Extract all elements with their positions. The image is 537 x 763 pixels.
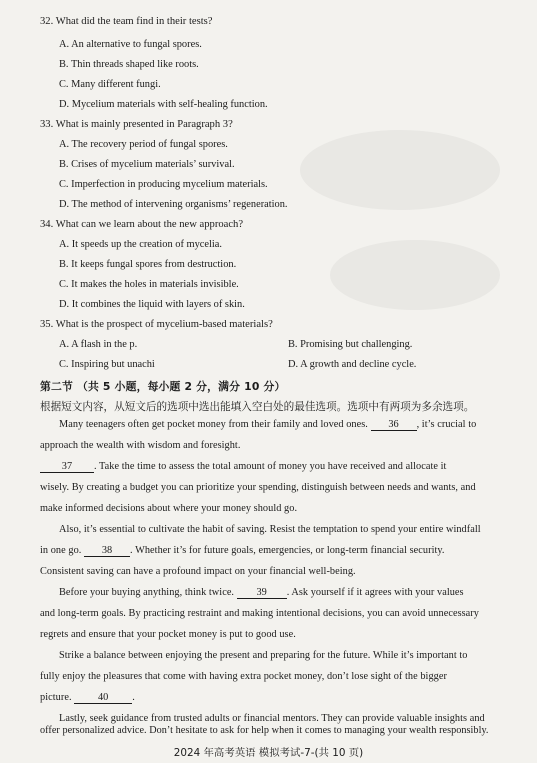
question-32-option-c: C. Many different fungi. [59,79,161,90]
passage-text: in one go. [40,545,82,556]
passage-text: . Whether it’s for future goals, emergencies, or long-term financial security. [130,545,445,556]
blank-38[interactable]: 38 [84,545,130,557]
question-35-option-b: B. Promising but challenging. [288,339,413,350]
passage-text: . [132,692,135,703]
question-33-option-c: C. Imperfection in producing mycelium materials. [59,179,268,190]
question-35-option-a: A. A flash in the p. [59,339,138,350]
passage-line: offer personalized advice. Don’t hesitate to ask for help when it comes to managing your wealth responsibly. [40,725,489,736]
passage-line [40,461,446,473]
passage-line: regrets and ensure that your pocket money is put to good use. [40,629,296,640]
passage-line: Strike a balance between enjoying the present and preparing for the future. While it’s important to [59,650,468,661]
question-32-option-d: D. Mycelium materials with self-healing function. [59,99,268,110]
passage-text: . Ask yourself if it agrees with your values [286,587,464,598]
blank-36[interactable]: 36 [371,419,417,431]
question-32-stem: 32. What did the team find in their tests? [40,16,213,27]
passage-line: Consistent saving can have a profound impact on your financial well-being. [40,566,356,577]
page-footer: 2024 年高考英语 模拟考试-7-(共 10 页) [173,747,364,759]
passage-line: wisely. By creating a budget you can prioritize your spending, distinguish between needs and wants, and [40,482,476,493]
question-33-stem: 33. What is mainly presented in Paragraph 3? [40,119,233,130]
passage-line: approach the wealth with wisdom and foresight. [40,440,241,451]
blank-40[interactable]: 40 [74,692,132,704]
passage-text: . Take the time to assess the total amount of money you have received and allocate it [94,461,447,472]
question-34-option-a: A. It speeds up the creation of mycelia. [59,239,223,250]
passage-line [59,419,476,431]
passage-line [59,587,464,599]
question-35-option-d: D. A growth and decline cycle. [288,359,417,370]
blank-39[interactable]: 39 [237,587,287,599]
question-34-option-b: B. It keeps fungal spores from destruction. [59,259,237,270]
question-34-stem: 34. What can we learn about the new approach? [40,219,244,230]
passage-line: and long-term goals. By practicing restraint and making intentional decisions, you can avoid unnecessary [40,608,479,619]
question-33-option-b: B. Crises of mycelium materials’ survival. [59,159,235,170]
scan-smudge [300,130,500,210]
question-34-option-d: D. It combines the liquid with layers of skin. [59,299,245,310]
question-33-option-a: A. The recovery period of fungal spores. [59,139,228,150]
scan-smudge [330,240,500,310]
passage-line [40,545,445,557]
blank-37[interactable]: 37 [40,461,94,473]
passage-text: picture. [40,692,72,703]
section-instruction: 根据短文内容，从短文后的选项中选出能填入空白处的最佳选项。选项中有两项为多余选项。 [40,401,475,413]
question-32-option-b: B. Thin threads shaped like roots. [59,59,199,70]
section-heading: 第二节 （共 5 小题，每小题 2 分，满分 10 分） [40,380,286,393]
passage-line: make informed decisions about where your money should go. [40,503,298,514]
question-35-stem: 35. What is the prospect of mycelium-based materials? [40,319,273,330]
passage-line [40,692,135,704]
question-33-option-d: D. The method of intervening organisms’ regeneration. [59,199,288,210]
passage-line: Lastly, seek guidance from trusted adults or financial mentors. They can provide valuable insights and [59,713,485,724]
question-34-option-c: C. It makes the holes in materials invisible. [59,279,239,290]
passage-line: Also, it’s essential to cultivate the habit of saving. Resist the temptation to spend your entire windfall [59,524,481,535]
passage-text: , it’s crucial to [416,419,477,430]
passage-text: Many teenagers often get pocket money from their family and loved ones. [59,419,368,430]
passage-text: Before your buying anything, think twice. [59,587,235,598]
question-32-option-a: A. An alternative to fungal spores. [59,39,202,50]
passage-line: fully enjoy the pleasures that come with having extra pocket money, don’t lose sight of the bigger [40,671,447,682]
question-35-option-c: C. Inspiring but unachi [59,359,155,370]
